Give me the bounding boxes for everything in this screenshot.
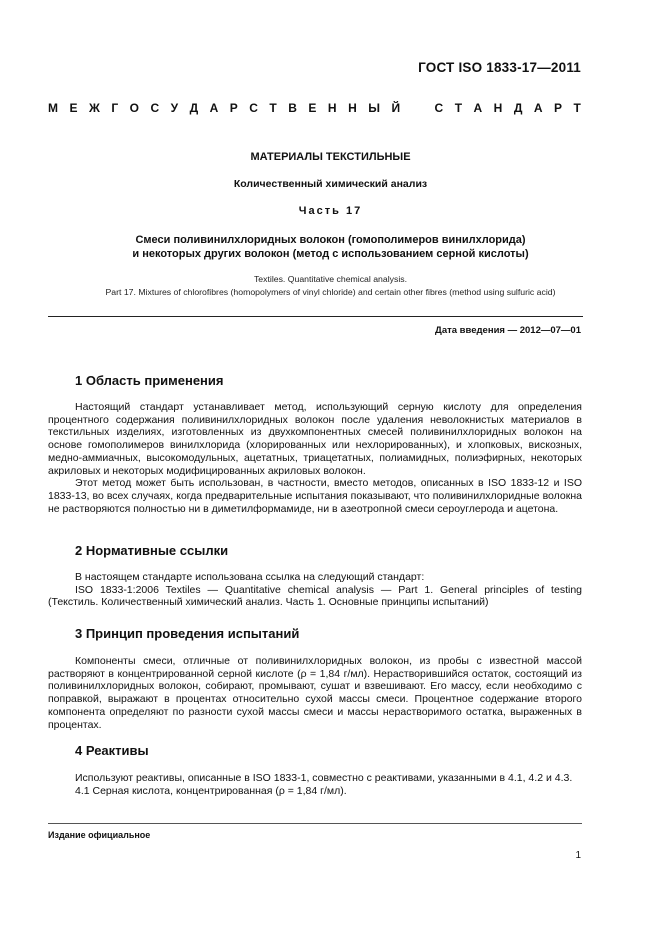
banner-letter: Р	[229, 101, 238, 115]
banner-letter: Д	[513, 101, 523, 115]
banner-letter: Ж	[88, 101, 100, 115]
title-divider	[48, 316, 583, 317]
banner-letter: Т	[454, 101, 463, 115]
english-title-line-1: Textiles. Quantitative chemical analysis.	[253, 274, 408, 284]
english-title	[0, 273, 661, 299]
banner-letter: Е	[308, 101, 317, 115]
document-title: МАТЕРИАЛЫ ТЕКСТИЛЬНЫЕ	[250, 151, 411, 163]
section-1-body	[48, 401, 582, 515]
banner-letter: М	[48, 101, 58, 115]
section-2-paragraph-1: В настоящем стандарте использована ссылка на следующий стандарт:	[75, 571, 425, 583]
banner-letter: А	[209, 101, 219, 115]
banner-letter: О	[129, 101, 139, 115]
section-1-paragraph-2: Этот метод может быть использован, в частности, вместо методов, описанных в ISO 1833-12 и ISO 1833-13, во всех случаях, когда предварительные испытания показывают, что поливинилхлоридные волокна не растворяются полностью ни в диметилформамиде, ни в азеотропной смеси сероуглерода и ацетона.	[48, 477, 582, 515]
part-number: Часть 17	[298, 205, 363, 217]
banner-letter: У	[170, 101, 179, 115]
section-4-heading: 4 Реактивы	[75, 743, 149, 758]
banner-letter: С	[150, 101, 160, 115]
banner-letter: Е	[69, 101, 78, 115]
section-1-paragraph-1: Настоящий стандарт устанавливает метод, использующий серную кислоту для определения процентного содержания поливинилхлоридных волокон после удаления неволокнистых материалов в текстильных изделиях, изготовленных из двухкомпонентных смесей поливинилхлоридных волокон на основе гомополимеров винилхлорида (хлорированных или нехлорированных), и хлопковых, вискозных, медно-аммиачных, высокомодульных, ацетатных, триацетатных, полиамидных, полиэфирных, некоторых акриловых и некоторых модифицированных акриловых волокон.	[48, 401, 582, 477]
banner-letter: Ы	[368, 101, 380, 115]
document-code: ГОСТ ISO 1833-17—2011	[418, 60, 581, 75]
section-3-heading: 3 Принцип проведения испытаний	[75, 626, 300, 641]
footer-divider	[48, 823, 582, 824]
section-2-heading: 2 Нормативные ссылки	[75, 543, 229, 558]
page-number: 1	[575, 850, 581, 861]
banner-letter: В	[288, 101, 297, 115]
banner-letter: Н	[493, 101, 503, 115]
banner-letter: Т	[573, 101, 581, 115]
document-subject	[0, 233, 661, 261]
introduction-date: Дата введения — 2012—07—01	[435, 325, 581, 336]
section-4-paragraph-1: Используют реактивы, описанные в ISO 1833-1, совместно с реактивами, указанными в 4.1, 4.2 и 4.3.	[75, 772, 573, 784]
banner-letter: Й	[391, 101, 401, 115]
section-2-reference: ISO 1833-1:2006 Textiles — Quantitative chemical analysis — Part 1. General principles of testing (Текстиль. Количественный химический анализ. Часть 1. Основные принципы испытаний)	[48, 583, 582, 609]
banner-letter: Н	[348, 101, 357, 115]
section-3-body	[48, 655, 582, 731]
official-edition-label: Издание официальное	[48, 830, 151, 840]
banner-letter: А	[533, 101, 543, 115]
interstate-standard-banner	[48, 101, 581, 115]
subject-line-1: Смеси поливинилхлоридных волокон (гомополимеров винилхлорида)	[135, 234, 526, 246]
document-subtitle: Количественный химический анализ	[233, 178, 428, 190]
section-3-paragraph-1: Компоненты смеси, отличные от поливинилхлоридных волокон, из пробы с известной массой растворяют в концентрированной серной кислоте (ρ = 1,84 г/мл). Нерастворившийся остаток, состоящий из поливинилхлоридных волокон, собирают, промывают, сушат и взвешивают. Его массу, если необходимо с поправкой, выражают в процентах относительно сухой массы смеси. Процентное содержание второго компонента определяют по разности сухой массы смеси и массы нерастворимого остатка, выраженных в процентах.	[48, 655, 582, 731]
banner-letter: Н	[327, 101, 337, 115]
banner-letter: Г	[111, 101, 119, 115]
section-2-body	[48, 571, 582, 609]
banner-letter: Р	[554, 101, 563, 115]
section-1-heading: 1 Область применения	[75, 373, 224, 388]
banner-letter: Д	[189, 101, 199, 115]
banner-letter: Т	[269, 101, 277, 115]
subject-line-2: и некоторых других волокон (метод с использованием серной кислоты)	[132, 248, 529, 260]
banner-letter: А	[473, 101, 483, 115]
section-4-item-4-1: 4.1 Серная кислота, концентрированная (ρ = 1,84 г/мл).	[75, 784, 347, 797]
english-title-line-2: Part 17. Mixtures of chlorofibres (homopolymers of vinyl chloride) and certain other fibres (method using sulfuric acid)	[105, 287, 556, 297]
banner-letter: С	[434, 101, 444, 115]
section-4-body	[48, 772, 582, 797]
banner-letter: С	[249, 101, 258, 115]
